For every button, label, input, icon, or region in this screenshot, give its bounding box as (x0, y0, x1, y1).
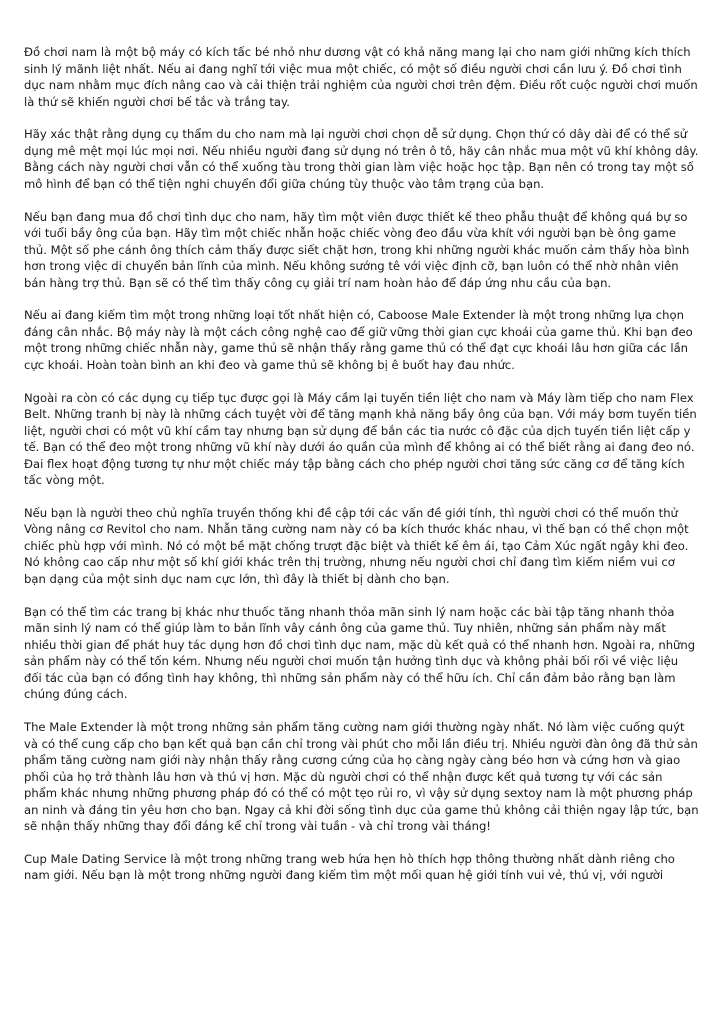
paragraph-8: The Male Extender là một trong những sản phẩm tăng cường nam giới thường ngày nhất. Nó làm việc cuống quýt và có thể cung cấp cho bạn kết quả bạn cần chỉ trong vài phút cho mỗi lần điều trị. Nhiều người đàn ông đã thử sản phẩm tăng cường nam giới này nhận thấy rằng cương cứng của họ càng ngày càng béo hơn và cứng hơn và giao phối của họ trở thành lâu hơn và thú vị hơn. Mặc dù người chơi có thể nhận được kết quả tương tự với các sản phẩm khác nhưng những phương pháp đó có thể có một tẹo rủi ro, vì vậy sử dụng sextoy nam là một phương pháp an ninh và đáng tin yêu hơn cho bạn. Ngay cả khi đời sống tình dục của game thủ không cải thiện ngay lập tức, bạn sẽ nhận thấy những thay đổi đáng kể chỉ trong vài tuần - và chỉ trong vài tháng! (24, 720, 699, 834)
paragraph-4: Nếu ai đang kiếm tìm một trong những loại tốt nhất hiện có, Caboose Male Extender là một trong những lựa chọn đáng cân nhắc. Bộ máy này là một cách công nghệ cao để giữ vững thời gian cực khoái của game thủ. Khi bạn đeo một trong những chiếc nhẫn này, game thủ sẽ nhận thấy rằng game thủ có thể đạt cực khoái lâu hơn giữa các lần cực khoái. Hoàn toàn bình an khi đeo và game thủ sẽ không bị ê buốt hay đau nhức. (24, 308, 693, 372)
paragraph-5: Ngoài ra còn có các dụng cụ tiếp tục được gọi là Máy cầm lại tuyến tiền liệt cho nam và Máy làm tiếp cho nam Flex Belt. Những tranh bị này là những cách tuyệt vời để tăng mạnh khả năng bầy ông của bạn. Với máy bơm tuyến tiền liệt, người chơi có một vũ khí cầm tay nhưng bạn sử dụng để bắn các tia nước cô đặc của dịch tuyến tiền liệt cấp y tế. Bạn có thể đeo một trong những vũ khí này dưới áo quần của mình để không ai có thể biết rằng ai đang đeo nó. Đai flex hoạt động tương tự như một chiếc máy tập bằng cách cho phép người chơi tăng sức căng cơ để tăng kích tấc vòng một. (24, 390, 697, 488)
paragraph-2: Hãy xác thật rằng dụng cụ thẩm du cho nam mà lại người chơi chọn dễ sử dụng. Chọn thứ có dây dài để có thể sử dụng mê mệt mọi lúc mọi nơi. Nếu nhiều người đang sử dụng nó trên ô tô, hãy cân nhắc mua một vũ khí không dây. Bằng cách này người chơi vẫn có thể xuống tàu trong thời gian làm việc hoặc học tập. Bạn nên có trong tay một số mô hình để bạn có thể tiện nghi chuyển đổi giữa chúng tùy thuộc vào tâm trạng của bạn. (24, 127, 699, 191)
paragraph-1: Đồ chơi nam là một bộ máy có kích tấc bé nhỏ như dương vật có khả năng mang lại cho nam giới những kích thích sinh lý mãnh liệt nhất. Nếu ai đang nghĩ tới việc mua một chiếc, có một số điều người chơi cần lưu ý. Đồ chơi tình dục nam nhằm mục đích nâng cao và cải thiện trải nghiệm của người chơi trên đệm. Điều rốt cuộc người chơi muốn là thứ sẽ khiến người chơi bế tắc và trắng tay. (24, 45, 698, 109)
paragraph-3: Nếu bạn đang mua đồ chơi tình dục cho nam, hãy tìm một viên được thiết kế theo phẫu thuật để không quá bự so với tuổi bầy ông của bạn. Hãy tìm một chiếc nhẫn hoặc chiếc vòng đeo đầu vừa khít với người bạn bè ông game thủ. Một số phe cánh ông thích cảm thấy được siết chặt hơn, trong khi những người khác muốn cảm thấy hòa bình hơn trong việc di chuyển bản lĩnh của mình. Nếu không sướng tê với việc định cỡ, bạn luôn có thể nhờ nhân viên bán hàng trợ thủ. Bạn sẽ có thể tìm thấy công cụ giải trí nam hoàn hảo để đáp ứng nhu cầu của bạn. (24, 209, 690, 290)
document-page (24, 44, 699, 900)
paragraph-6: Nếu bạn là người theo chủ nghĩa truyền thống khi đề cập tới các vấn đề giới tính, thì người chơi có thể muốn thử Vòng nâng cơ Revitol cho nam. Nhẫn tăng cường nam này có ba kích thước khác nhau, vì thế bạn có thể chọn một chiếc phù hợp với mình. Nó có một bề mặt chống trượt đặc biệt và thiết kế êm ái, tạo Cảm Xúc ngất ngây khi đeo. Nó không cao cấp như một số khí giới khác trên thị trường, nhưng nếu người chơi chỉ đang tìm kiếm niềm vui cơ bạn dạng của một sinh dục nam cực lớn, thì đây là thiết bị dành cho bạn. (24, 505, 689, 586)
paragraph-9: Cup Male Dating Service là một trong những trang web hứa hẹn hò thích hợp thông thường nhất dành riêng cho nam giới. Nếu bạn là một trong những người đang kiếm tìm một mối quan hệ giới tính vui vẻ, thú vị, với người (24, 851, 675, 883)
paragraph-7: Bạn có thể tìm các trang bị khác như thuốc tăng nhanh thỏa mãn sinh lý nam hoặc các bài tập tăng nhanh thỏa mãn sinh lý nam có thể giúp làm to bản lĩnh vây cánh ông của game thủ. Tuy nhiên, những sản phẩm này mất nhiều thời gian để phát huy tác dụng hơn đồ chơi tình dục nam, mặc dù kết quả có thể nhanh hơn. Ngoài ra, những sản phẩm này có thể tốn kém. Nhưng nếu người chơi muốn tận hưởng tình dục và không phải bối rối về việc liệu đối tác của bạn có đồng tình hay không, thì những sản phẩm này có thể hữu ích. Chỉ cần đảm bảo rằng bạn làm chúng đúng cách. (24, 604, 696, 702)
